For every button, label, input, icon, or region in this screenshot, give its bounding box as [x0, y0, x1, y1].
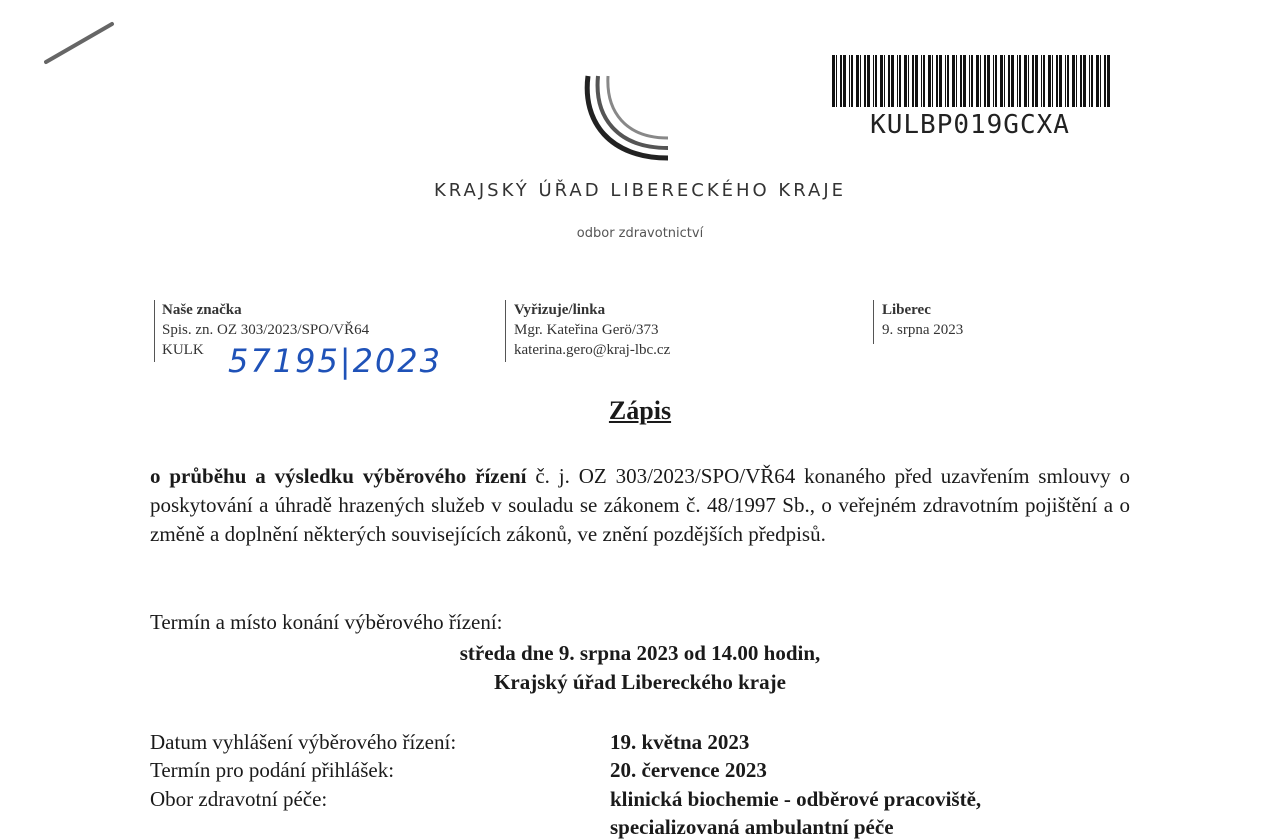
venue-label: Termín a místo konání výběrového řízení: — [150, 610, 503, 634]
venue-location: Krajský úřad Libereckého kraje — [494, 670, 786, 694]
document-barcode — [832, 55, 1114, 107]
contact-email: katerina.gero@kraj-lbc.cz — [514, 342, 671, 358]
row-value: klinická biochemie - odběrové pracoviště, — [610, 787, 982, 811]
pen-stroke-mark — [44, 20, 116, 66]
contact-label: Vyřizuje/linka — [514, 302, 606, 318]
row-value: 20. července 2023 — [610, 758, 767, 782]
intro-bold-text: o průběhu a výsledku výběrového řízení — [150, 464, 527, 488]
intro-paragraph — [150, 462, 1130, 549]
region-logo-icon — [580, 72, 672, 168]
barcode-number: KULBP019GCXA — [870, 110, 1070, 140]
meta-divider — [505, 300, 506, 362]
intro-text: č. j. OZ 303/2023/SPO/VŘ64 konaného před uzavřením smlouvy o poskytování a úhradě hrazených služeb v souladu se zákonem č. 48/1997 Sb., o veřejném zdravotním pojištění a o změně a doplnění některých souvisejících zákonů, ve znění pozdějších předpisů. — [150, 464, 1130, 546]
file-number: Spis. zn. OZ 303/2023/SPO/VŘ64 — [162, 322, 370, 338]
row-label: Datum vyhlášení výběrového řízení: — [150, 730, 457, 754]
venue-date-time: středa dne 9. srpna 2023 od 14.00 hodin, — [459, 641, 821, 665]
contact-person: Mgr. Kateřina Gerö/373 — [514, 322, 659, 338]
row-value-continuation: specializovaná ambulantní péče — [610, 815, 894, 839]
contact-block — [514, 300, 670, 360]
row-value: 19. května 2023 — [610, 730, 750, 754]
reference-code: KULK — [162, 342, 204, 358]
document-date: 9. srpna 2023 — [882, 322, 964, 338]
row-label: Obor zdravotní péče: — [150, 787, 328, 811]
organization-name: KRAJSKÝ ÚŘAD LIBERECKÉHO KRAJE — [433, 180, 847, 201]
place-date-block — [882, 300, 963, 340]
place-label: Liberec — [882, 302, 931, 318]
department-name: odbor zdravotnictví — [576, 226, 704, 241]
document-title: Zápis — [608, 396, 672, 425]
reference-label: Naše značka — [162, 302, 242, 318]
meta-divider — [873, 300, 874, 344]
handwritten-reference-number: 57195|2023 — [228, 342, 443, 380]
meta-divider — [154, 300, 155, 362]
row-label: Termín pro podání přihlášek: — [150, 758, 395, 782]
